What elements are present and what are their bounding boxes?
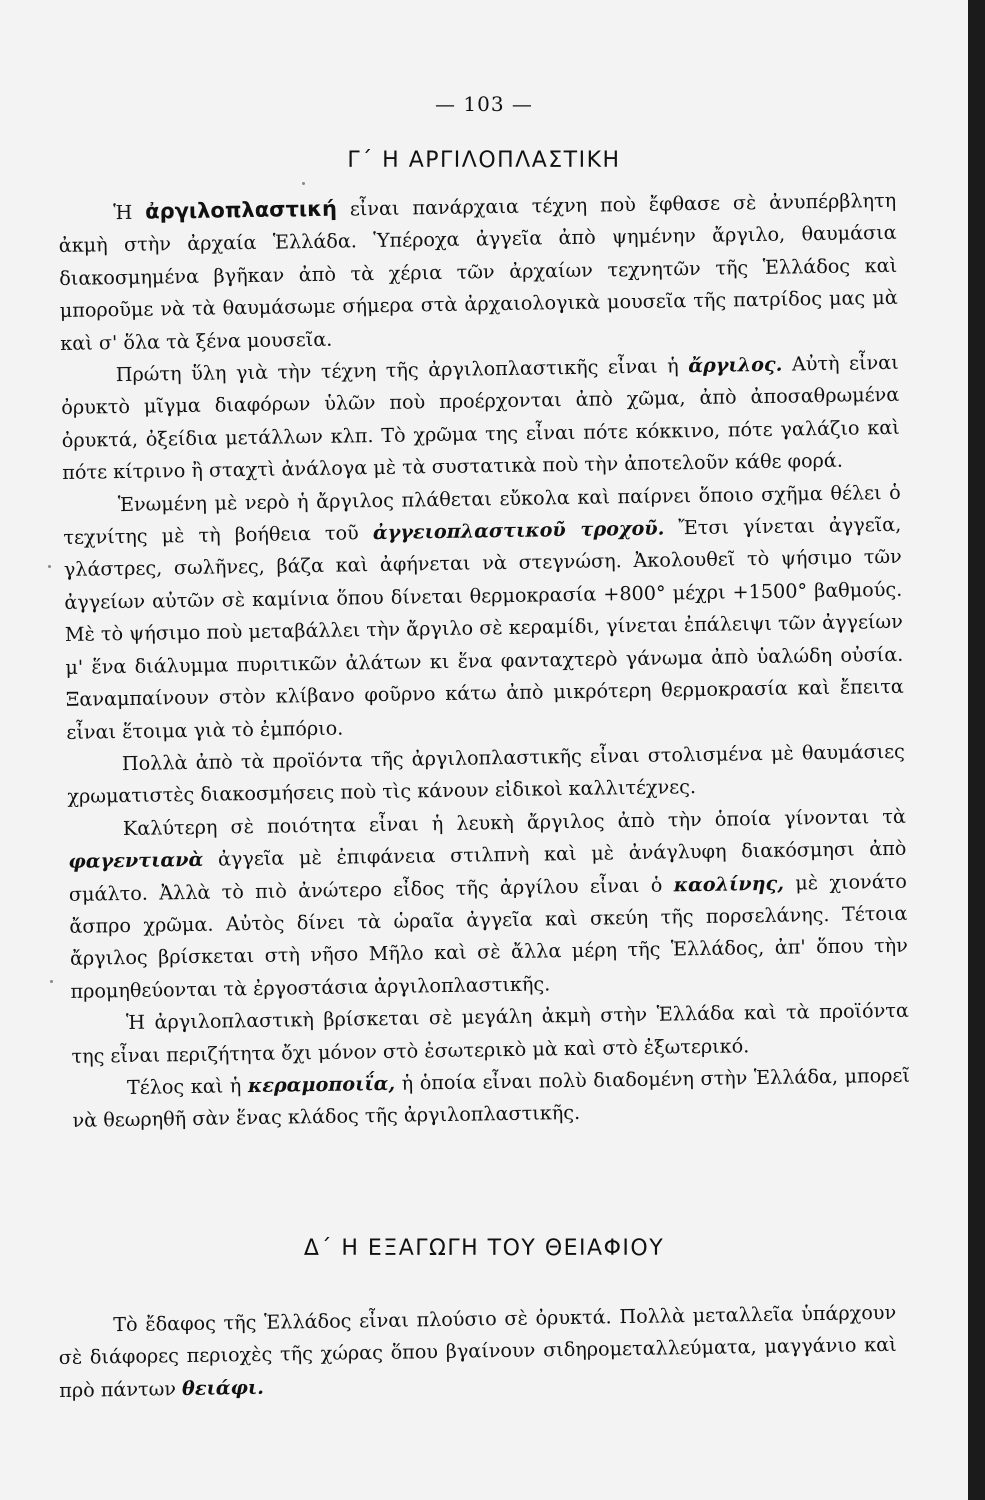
text-run: Καλύτερη σὲ ποιότητα εἶναι ἡ λευκὴ ἄργιλος ἀπὸ τὴν ὁποία γίνονται τὰ bbox=[122, 804, 907, 840]
emphasized-term: κεραμοποιΐα, bbox=[247, 1071, 396, 1098]
emphasized-term: θειάφι. bbox=[181, 1375, 265, 1400]
text-run: Ἡ ἀργιλοπλαστικὴ βρίσκεται σὲ μεγάλη ἀκμὴ στὴν Ἑλλάδα καὶ τὰ προϊόντα της εἶναι περιζήτητα ὄχι μόνον στὸ ἐσωτερικὸ μὰ καὶ στὸ ἐξωτερικό. bbox=[71, 998, 910, 1068]
section-body-theiafi bbox=[58, 1297, 897, 1407]
text-run: Πρώτη ὕλη γιὰ τὴν τέχνη τῆς ἀργιλοπλαστικῆς εἶναι ἡ bbox=[115, 354, 689, 387]
paragraph bbox=[61, 347, 901, 490]
text-run: Ἔτσι γίνεται ἀγγεῖα, γλάστρες, σωλῆνες, βάζα καὶ ἀφήνεται νὰ στεγνώση. Ἀκολουθεῖ τὸ ψήσιμο τῶν ἀγγείων αὐτῶν σὲ καμίνια ὅπου δίνεται θερμοκρασία +800° μέχρι +1500° βαθμούς. Μὲ τὸ ψήσιμο ποὺ μεταβάλλει τὴν ἄργιλο σὲ κεραμίδι, γίνεται ἐπάλειψι τῶν ἀγγείων μ' ἕνα διάλυμμα πυριτικῶν ἀλάτων κι ἕνα φανταχτερὸ γάνωμα ἀπὸ ὑαλώδη οὐσία. Ξαναμπαίνουν στὸν κλίβανο φοῦρνο κάτω ἀπὸ μικρότερη θερμοκρασία καὶ ἔπειτα εἶναι ἕτοιμα γιὰ τὸ ἐμπόριο. bbox=[63, 512, 904, 744]
page-speck bbox=[50, 980, 53, 983]
emphasized-term: ἀργιλοπλαστική bbox=[144, 196, 338, 224]
page-number: — 103 — bbox=[435, 92, 533, 116]
paragraph bbox=[68, 800, 909, 1008]
paragraph bbox=[72, 1060, 911, 1138]
text-run: Τὸ ἔδαφος τῆς Ἑλλάδος εἶναι πλούσιο σὲ ὀρυκτά. Πολλὰ μεταλλεῖα ὑπάρχουν σὲ διάφορες περιοχὲς τῆς χώρας ὅπου βγαίνουν σιδηρομεταλλεύματα, μαγγάνιο καὶ πρὸ πάντων bbox=[58, 1300, 897, 1402]
text-run: Τέλος καὶ ἡ bbox=[126, 1074, 249, 1099]
page-speck bbox=[48, 565, 51, 568]
section-body-argiloplastiki bbox=[58, 184, 911, 1138]
text-run: Πολλὰ ἀπὸ τὰ προϊόντα τῆς ἀργιλοπλαστικῆς εἶναι στολισμένα μὲ θαυμάσιες χρωματιστὲς διακοσμήσεις ποὺ τὶς κάνουν εἰδικοὶ καλλιτέχνες. bbox=[67, 739, 905, 809]
paragraph bbox=[63, 476, 905, 748]
text-run: Ἡ bbox=[113, 200, 146, 225]
section-heading-argiloplastiki: Γ΄ Η ΑΡΓΙΛΟΠΛΑΣΤΙΚΗ bbox=[347, 148, 621, 173]
text-run: Αὐτὴ εἶναι ὀρυκτὸ μῖγμα διαφόρων ὑλῶν ποὺ προέρχονται ἀπὸ χῶμα, ἀπὸ ἀποσαθρωμένα ὀρυκτά, ὀξείδια μετάλλων κλπ. Τὸ χρῶμα της εἶναι πότε κόκκινο, πότε γαλάζιο καὶ πότε κίτρινο ἢ σταχτὶ ἀνάλογα μὲ τὰ συστατικὰ ποὺ τὴν ἀποτελοῦν κάθε φορά. bbox=[61, 350, 900, 485]
text-run: ἀγγεῖα μὲ ἐπιφάνεια στιλπνὴ καὶ μὲ ἀνάγλυφη διακόσμησι ἀπὸ σμάλτο. Ἀλλὰ τὸ πιὸ ἀνώτερο εἶδος τῆς ἀργίλου εἶναι ὁ bbox=[68, 836, 907, 906]
paragraph bbox=[58, 184, 898, 360]
text-run: ἡ ὁποία εἶναι πολὺ διαδομένη στὴν Ἑλλάδα, μπορεῖ νὰ θεωρηθῆ σὰν ἕνας κλάδος τῆς ἀργιλοπλαστικῆς. bbox=[72, 1063, 911, 1133]
section-heading-theiafi: Δ΄ Η ΕΞΑΓΩΓΗ ΤΟΥ ΘΕΙΑΦΙΟΥ bbox=[303, 1236, 665, 1261]
text-run: εἶναι πανάρχαια τέχνη ποὺ ἔφθασε σὲ ἀνυπέρβλητη ἀκμὴ στὴν ἀρχαία Ἑλλάδα. Ὑπέροχα ἀγγεῖα ἀπὸ ψημένην ἄργιλο, θαυμάσια διακοσμημένα βγῆκαν ἀπὸ τὰ χέρια τῶν ἀρχαίων τεχνητῶν τῆς Ἑλλάδος καὶ μποροῦμε νὰ τὰ θαυμάσωμε σήμερα στὰ ἀρχαιολογικὰ μουσεῖα τῆς πατρίδος μας μὰ καὶ σ' ὅλα τὰ ξένα μουσεῖα. bbox=[58, 188, 898, 355]
paragraph bbox=[58, 1297, 897, 1407]
emphasized-term: ἀγγειοπλαστικοῦ τροχοῦ. bbox=[372, 516, 665, 545]
emphasized-term: ἄργιλος. bbox=[688, 352, 783, 378]
emphasized-term: φαγεντιανὰ bbox=[68, 847, 204, 874]
text-run: Ἑνωμένη μὲ νερὸ ἡ ἄργιλος πλάθεται εὔκολα καὶ παίρνει ὅποιο σχῆμα θέλει ὁ τεχνίτης μὲ τὴ βοήθεια τοῦ bbox=[63, 480, 901, 550]
page-speck bbox=[302, 182, 305, 185]
emphasized-term: καολίνης, bbox=[673, 871, 785, 896]
text-run: μὲ χιονάτο ἄσπρο χρῶμα. Αὐτὸς δίνει τὰ ὡραῖα ἀγγεῖα καὶ σκεύη τῆς πορσελάνης. Τέτοια ἄργιλος βρίσκεται στὴ νῆσο Μῆλο καὶ σὲ ἄλλα μέρη τῆς Ἑλλάδος, ἀπ' ὅπου τὴν προμηθεύονται τὰ ἐργοστάσια ἀργιλοπλαστικῆς. bbox=[69, 869, 909, 1003]
